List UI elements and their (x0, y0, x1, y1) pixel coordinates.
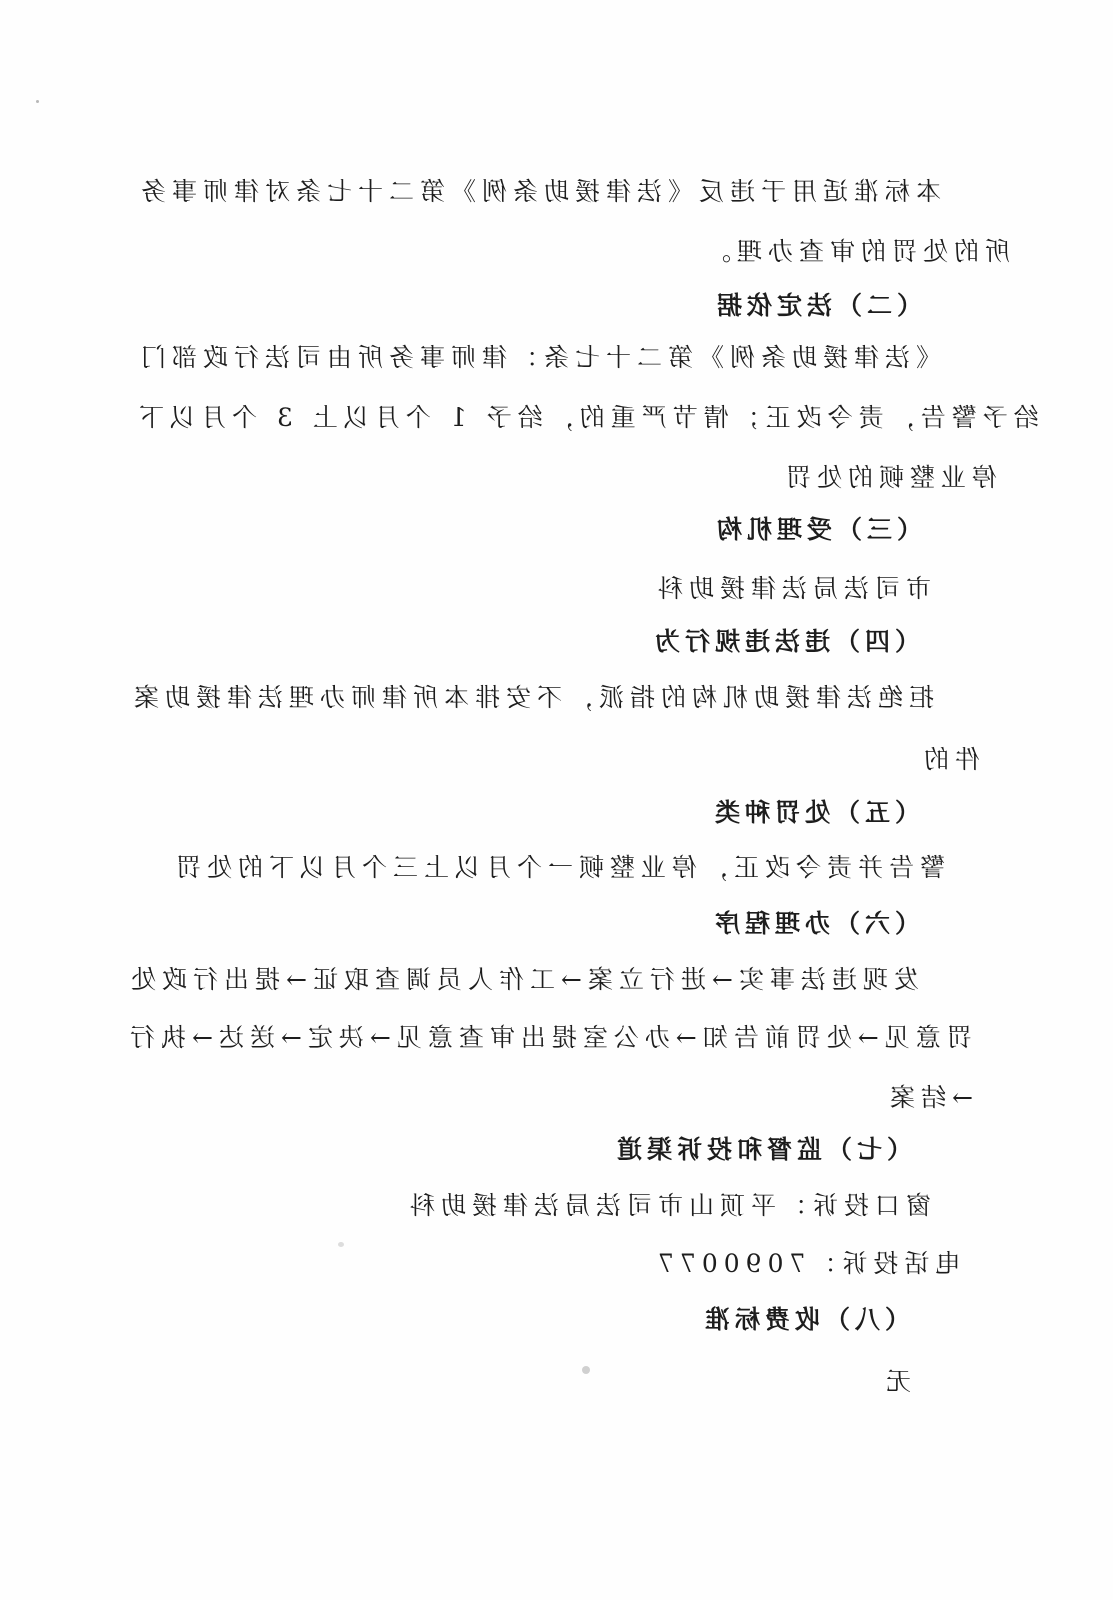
section-2-heading: （二）法定依据 (712, 291, 923, 320)
section-7-heading: （七）监督和投诉渠道 (612, 1135, 913, 1164)
section-4-line-2: 件的 (918, 745, 981, 774)
section-7-line-2: 电话投诉：7090077 (652, 1249, 961, 1278)
section-4-line-1: 拒绝法律援助机构的指派，不安排本所律师办理法律援助案 (128, 683, 935, 712)
section-2-line-1: 《法律援助条例》第二十七条：律师事务所由司法行政部门 (135, 343, 942, 372)
section-2-line-3: 停业整顿的处罚 (780, 463, 998, 492)
section-2-line-2: 给予警告，责令改正；情节严重的，给予 1 个月以上 3 个月以下 (133, 403, 1039, 432)
section-6-line-1: 发现违法事实→进行立案→工作人员调查取证→提出行政处 (125, 965, 919, 994)
scan-speck (582, 1366, 590, 1374)
section-3-heading: （三）受理机构 (712, 515, 923, 544)
section-6-heading: （六）办理程序 (710, 909, 921, 938)
section-8-line-1: 无 (880, 1367, 912, 1396)
section-6-line-2: 罚意见→处罚前告知→办公室提出审查意见→决定→送达→执行 (124, 1023, 972, 1052)
scan-speck (36, 100, 39, 103)
section-7-line-1: 窗口投诉：平顶山市司法局法律援助科 (404, 1191, 932, 1220)
intro-line-1: 本标准适用于违反《法律援助条例》第二十七条对律师事务 (135, 177, 942, 206)
section-8-heading: （八）收费标准 (700, 1305, 911, 1334)
intro-line-2: 所的处罚的审查办理。 (700, 237, 1011, 266)
section-5-line-1: 警告并责令改正，停业整顿一个月以上三个月以下的处罚 (170, 853, 946, 882)
section-4-heading: （四）违法违规行为 (650, 627, 921, 656)
section-3-line-1: 市司法局法律援助科 (652, 574, 932, 603)
section-5-heading: （五）处罚种类 (710, 798, 921, 827)
scan-speck (338, 1242, 344, 1247)
section-6-line-3: →结案 (884, 1083, 973, 1112)
